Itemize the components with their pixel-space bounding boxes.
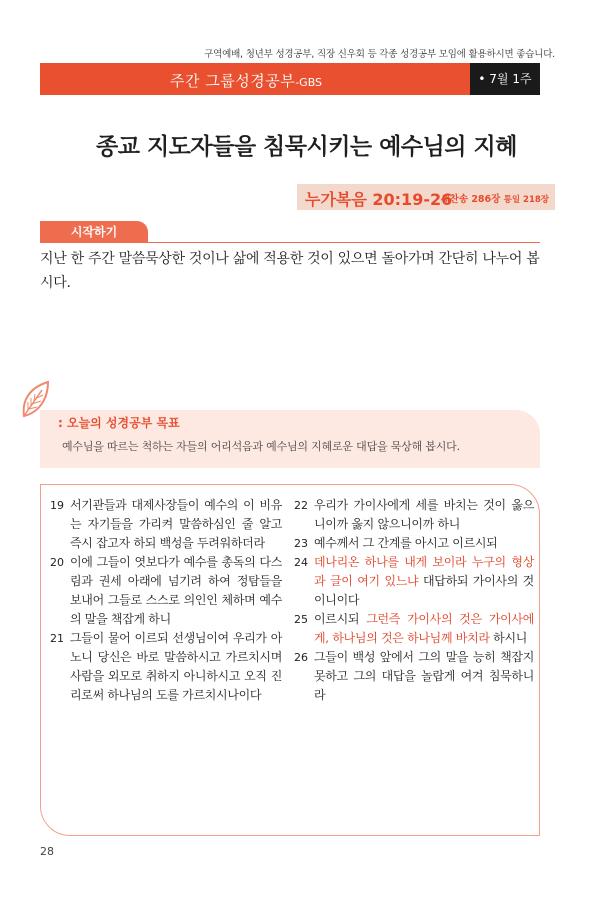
week-badge: • 7월 1주 — [470, 63, 540, 95]
verse-21 — [50, 629, 282, 705]
verse-24 — [294, 553, 534, 610]
verse-number: 21 — [50, 632, 64, 645]
banner-title-main: 주간 그룹성경공부 — [170, 72, 296, 90]
verse-19 — [50, 496, 282, 553]
verse-number: 23 — [294, 537, 308, 550]
verse-number: 26 — [294, 651, 308, 664]
passage-column-right — [294, 496, 534, 705]
verse-text — [314, 610, 534, 648]
section-banner — [40, 63, 540, 95]
verse-text: 이에 그들이 엿보다가 예수를 총독의 다스림과 권세 아래에 넘기려 하여 정탐들을 보내어 그들로 스스로 의인인 체하며 예수의 말을 책잡게 하니 — [70, 555, 282, 626]
banner-title — [170, 70, 322, 91]
verse-number: 19 — [50, 499, 64, 512]
verse-text: 예수께서 그 간계를 아시고 이르시되 — [314, 536, 498, 550]
hymn-new: 새찬송 286장 — [440, 194, 501, 205]
verse-number: 22 — [294, 499, 308, 512]
passage-column-left — [50, 496, 282, 705]
verse-text-rest: 하시니 — [489, 631, 528, 645]
verse-25 — [294, 610, 534, 648]
verse-number: 25 — [294, 613, 308, 626]
verse-26 — [294, 648, 534, 705]
goal-text: 예수님을 따르는 척하는 자들의 어리석음과 예수님의 지혜로운 대답을 묵상해 봅시다. — [62, 440, 460, 453]
verse-text: 그들이 백성 앞에서 그의 말을 능히 책잡지 못하고 그의 대답을 놀랍게 여겨 침묵하니라 — [314, 650, 534, 702]
scripture-reference: 누가복음 20:19-26 — [305, 190, 453, 209]
verse-23 — [294, 534, 534, 553]
goal-title: : 오늘의 성경공부 목표 — [58, 416, 180, 430]
verse-22 — [294, 496, 534, 534]
verse-text: 우리가 가이사에게 세를 바치는 것이 옳으니이까 옳지 않으니이까 하니 — [314, 498, 534, 531]
verse-20 — [50, 553, 282, 629]
scripture-reference-box — [297, 184, 555, 210]
banner-title-sub: -GBS — [295, 76, 323, 89]
verse-text-lead: 이르시되 — [314, 612, 367, 626]
hymn-unified: 통일 218장 — [503, 195, 549, 205]
page-title: 종교 지도자들을 침묵시키는 예수님의 지혜 — [96, 133, 517, 160]
jesus-words: 데나리온 하나를 내게 보이라 누구의 형상과 글이 여기 있느냐 — [314, 555, 534, 588]
start-instructions: 지난 한 주간 말씀묵상한 것이나 삶에 적용한 것이 있으면 돌아가며 간단히 나누어 봅시다. — [40, 251, 540, 291]
leaf-icon — [18, 380, 54, 420]
verse-number: 24 — [294, 556, 308, 569]
verse-text: 그들이 물어 이르되 선생님이여 우리가 아노니 당신은 바로 말씀하시고 가르치시며 사람을 외모로 취하지 아니하시고 오직 진리로써 하나님의 도를 가르치시나이다 — [70, 631, 282, 702]
verse-text — [314, 553, 534, 610]
jesus-words: 그런즉 가이사의 것은 가이사에게, 하나님의 것은 하나님께 바치라 — [314, 612, 535, 645]
page-number: 28 — [40, 845, 54, 858]
hymn-numbers — [440, 191, 549, 205]
start-section-tab: 시작하기 — [40, 221, 148, 243]
verse-text: 서기관들과 대제사장들이 예수의 이 비유는 자기들을 가리켜 말씀하심인 줄 알고 즉시 잡고자 하되 백성을 두려워하더라 — [70, 498, 282, 550]
verse-text-rest: 대답하되 가이사의 것이니이다 — [314, 574, 534, 607]
start-divider — [40, 242, 540, 243]
verse-number: 20 — [50, 556, 64, 569]
top-note: 구역예배, 청년부 성경공부, 직장 신우회 등 각종 성경공부 모임에 활용하시면 좋습니다. — [204, 49, 555, 60]
